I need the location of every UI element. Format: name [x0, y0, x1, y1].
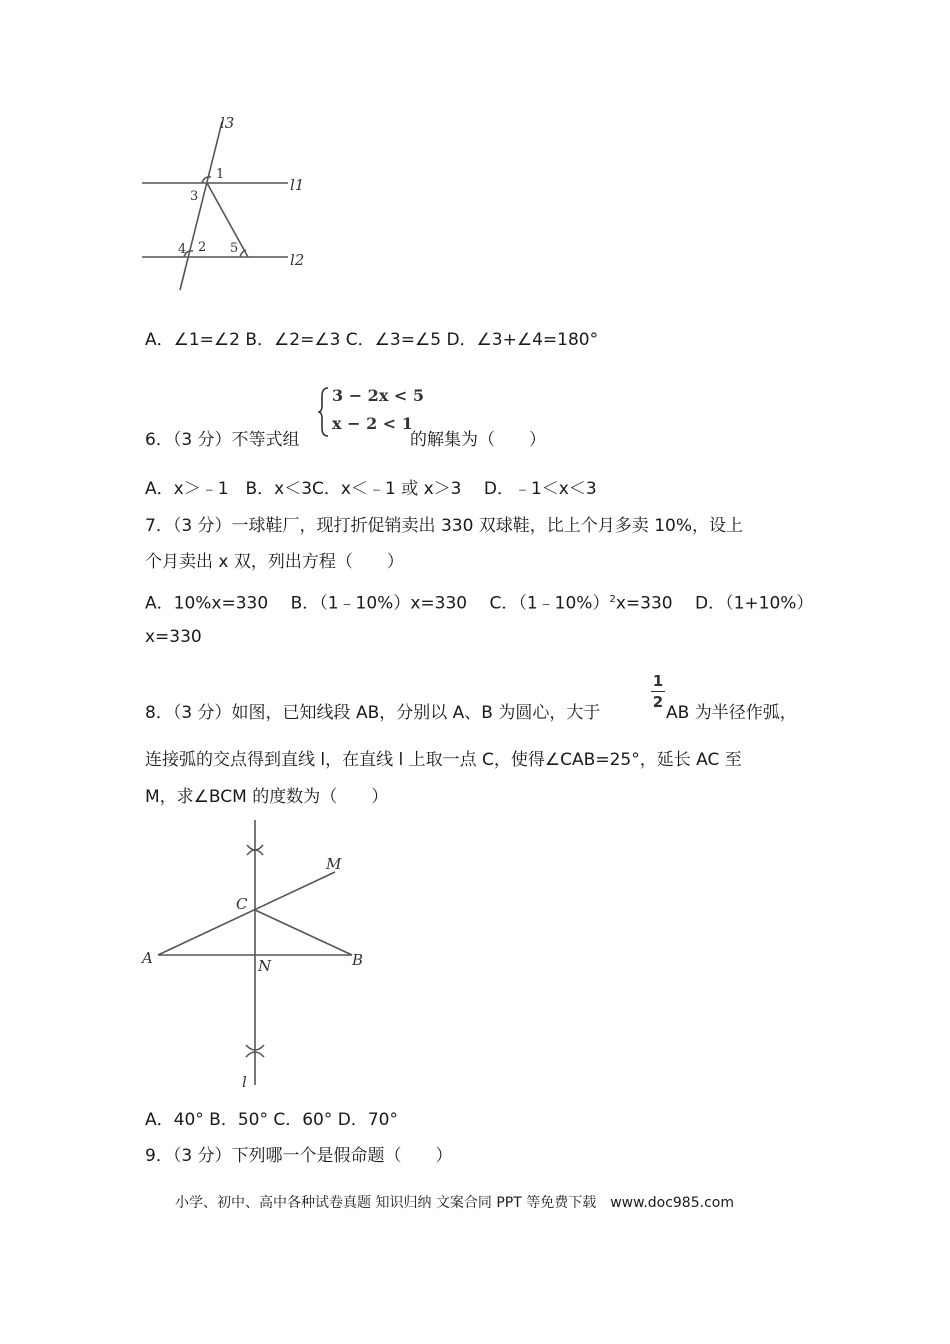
q6-ineq-1: 3 − 2x < 5 [332, 386, 425, 405]
q6-ineq-2: x − 2 < 1 [332, 414, 413, 433]
point-label-M: M [326, 855, 342, 873]
q7-options-part-b: x=330 D．（1+10%） [615, 593, 814, 614]
point-label-N: N [258, 957, 272, 975]
q9-stem: 9．（3 分）下列哪一个是假命题（ ） [145, 1146, 453, 1166]
parallel-lines-figure [140, 110, 320, 300]
q8-options: A．40° B．50° C．60° D．70° [145, 1110, 398, 1130]
q7-options-exponent: 2 [609, 594, 616, 605]
fraction-denominator: 2 [652, 693, 664, 711]
brace-icon [318, 386, 330, 438]
q7-options-line2: x=330 [145, 627, 202, 647]
q7-options-line1 [145, 589, 813, 615]
q8-stem-line1-b: AB 为半径作弧， [666, 703, 797, 723]
point-label-B: B [352, 951, 364, 969]
q8-stem-line3: M，求∠BCM 的度数为（ ） [145, 787, 389, 807]
line-label-l: l [242, 1073, 247, 1091]
q7-options-part-a: A．10%x=330 B．（1﹣10%）x=330 C．（1﹣10%） [145, 593, 610, 614]
label-l1: l1 [290, 176, 305, 194]
fraction-numerator: 1 [652, 672, 664, 690]
bisector-figure [140, 815, 380, 1095]
q5-options: A．∠1=∠2 B．∠2=∠3 C．∠3=∠5 D．∠3+∠4=180° [145, 330, 599, 350]
q6-options: A．x＞﹣1 B．x＜3C．x＜﹣1 或 x＞3 D．﹣1＜x＜3 [145, 479, 597, 499]
q8-stem-line2: 连接弧的交点得到直线 l，在直线 l 上取一点 C，使得∠CAB=25°，延长 AC 至 [145, 750, 742, 770]
angle-label-1: 1 [216, 167, 225, 182]
q6-stem-prefix: 6．（3 分）不等式组 [145, 430, 300, 450]
q8-fraction [651, 672, 665, 711]
q7-stem-line1: 7．（3 分）一球鞋厂，现打折促销卖出 330 双球鞋，比上个月多卖 10%，设上 [145, 516, 743, 536]
angle-label-4: 4 [178, 242, 187, 257]
q7-stem-line2: 个月卖出 x 双，列出方程（ ） [145, 552, 404, 572]
fraction-bar [651, 691, 665, 692]
point-label-C: C [236, 895, 248, 913]
angle-label-3: 3 [190, 189, 199, 204]
angle-label-5: 5 [230, 241, 239, 256]
page-footer: 小学、初中、高中各种试卷真题 知识归纳 文案合同 PPT 等免费下载 www.doc985.com [175, 1195, 734, 1211]
angle-label-2: 2 [198, 240, 207, 255]
point-label-A: A [142, 949, 153, 967]
q6-stem-suffix: 的解集为（ ） [410, 430, 546, 450]
label-l3: l3 [220, 114, 235, 132]
q8-stem-line1-a: 8．（3 分）如图，已知线段 AB，分别以 A、B 为圆心，大于 [145, 703, 601, 723]
label-l2: l2 [290, 251, 305, 269]
